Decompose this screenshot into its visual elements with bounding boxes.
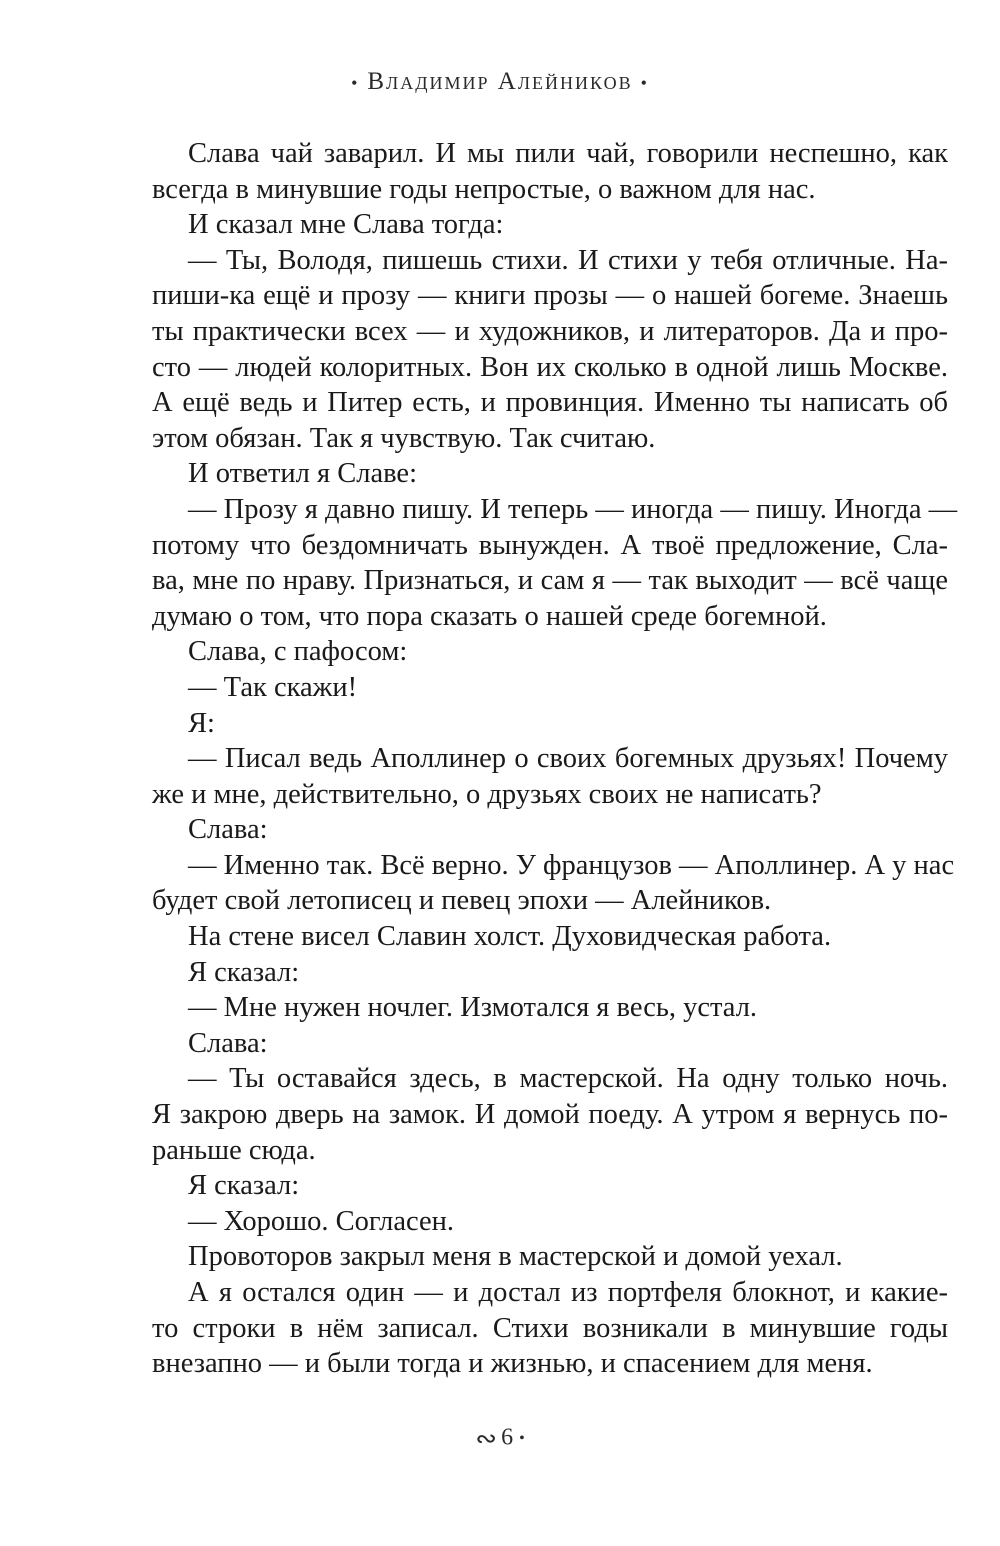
text-line: Я закрою дверь на замок. И домой поеду. А утром я вернусь по- xyxy=(152,1099,948,1131)
text-line: же и мне, действительно, о друзьях своих не написать? xyxy=(152,778,822,810)
text-line: На стене висел Славин холст. Духовидческая работа. xyxy=(188,921,832,953)
text-line: Слава, с пафосом: xyxy=(188,636,408,668)
text-line: потому что бездомничать вынужден. А твоё предложение, Сла- xyxy=(152,529,948,561)
text-line: — Именно так. Всё верно. У французов — Аполлинер. А у нас xyxy=(188,849,955,881)
text-line: — Прозу я давно пишу. И теперь — иногда — пишу. Иногда — xyxy=(188,493,958,525)
text-line: Слава: xyxy=(188,1027,268,1059)
header-title: Владимир Алейников xyxy=(367,68,633,95)
text-line: Слава: xyxy=(188,814,268,846)
text-line: Я сказал: xyxy=(188,956,300,988)
text-line: И ответил я Славе: xyxy=(188,458,418,490)
text-line: И сказал мне Слава тогда: xyxy=(188,209,504,241)
text-line: Провоторов закрыл меня в мастерской и домой уехал. xyxy=(188,1241,843,1273)
text-line: — Писал ведь Аполлинер о своих богемных друзьях! Почему xyxy=(188,743,948,775)
header-bullet-left: • xyxy=(351,72,360,93)
folio-ornament-icon: ∾ xyxy=(475,1424,498,1453)
text-line: будет свой летописец и певец эпохи — Алейников. xyxy=(152,885,772,917)
text-line: сто — людей колоритных. Вон их сколько в одной лишь Москве. xyxy=(152,351,948,383)
text-line: — Ты, Володя, пишешь стихи. И стихи у тебя отличные. На- xyxy=(188,244,948,276)
text-line: внезапно — и были тогда и жизнью, и спасением для меня. xyxy=(152,1348,873,1380)
text-line: ва, мне по нраву. Признаться, и сам я — так выходит — всё чаще xyxy=(152,565,948,597)
header-bullet-right: • xyxy=(640,72,649,93)
text-line: раньше сюда. xyxy=(152,1134,316,1166)
text-line: то строки в нём записал. Стихи возникали в минувшие годы xyxy=(152,1312,948,1344)
text-line: ты практически всех — и художников, и литераторов. Да и про- xyxy=(152,315,948,347)
text-line: пиши-ка ещё и прозу — книги прозы — о нашей богеме. Знаешь xyxy=(152,280,948,312)
body-text xyxy=(152,136,958,1382)
text-line: всегда в минувшие годы непростые, о важном для нас. xyxy=(152,173,816,205)
text-line: Я сказал: xyxy=(188,1170,300,1202)
page-number xyxy=(0,1424,1000,1454)
page-number-value: 6 xyxy=(501,1424,514,1451)
text-line: думаю о том, что пора сказать о нашей среде богемной. xyxy=(152,600,827,632)
text-line: А я остался один — и достал из портфеля блокнот, и какие- xyxy=(188,1277,948,1308)
text-line: Я: xyxy=(188,707,215,739)
text-line: Слава чай заварил. И мы пили чай, говорили неспешно, как xyxy=(188,138,948,169)
text-line: — Хорошо. Согласен. xyxy=(188,1205,455,1237)
text-line: — Мне нужен ночлег. Измотался я весь, устал. xyxy=(188,992,758,1024)
text-line: — Так скажи! xyxy=(188,671,358,703)
text-line: этом обязан. Так я чувствую. Так считаю. xyxy=(152,422,656,454)
text-line: А ещё ведь и Питер есть, и провинция. Именно ты написать об xyxy=(152,387,948,419)
folio-dot: • xyxy=(519,1430,525,1447)
running-header xyxy=(0,68,1000,96)
text-line: — Ты оставайся здесь, в мастерской. На одну только ночь. xyxy=(188,1063,948,1095)
